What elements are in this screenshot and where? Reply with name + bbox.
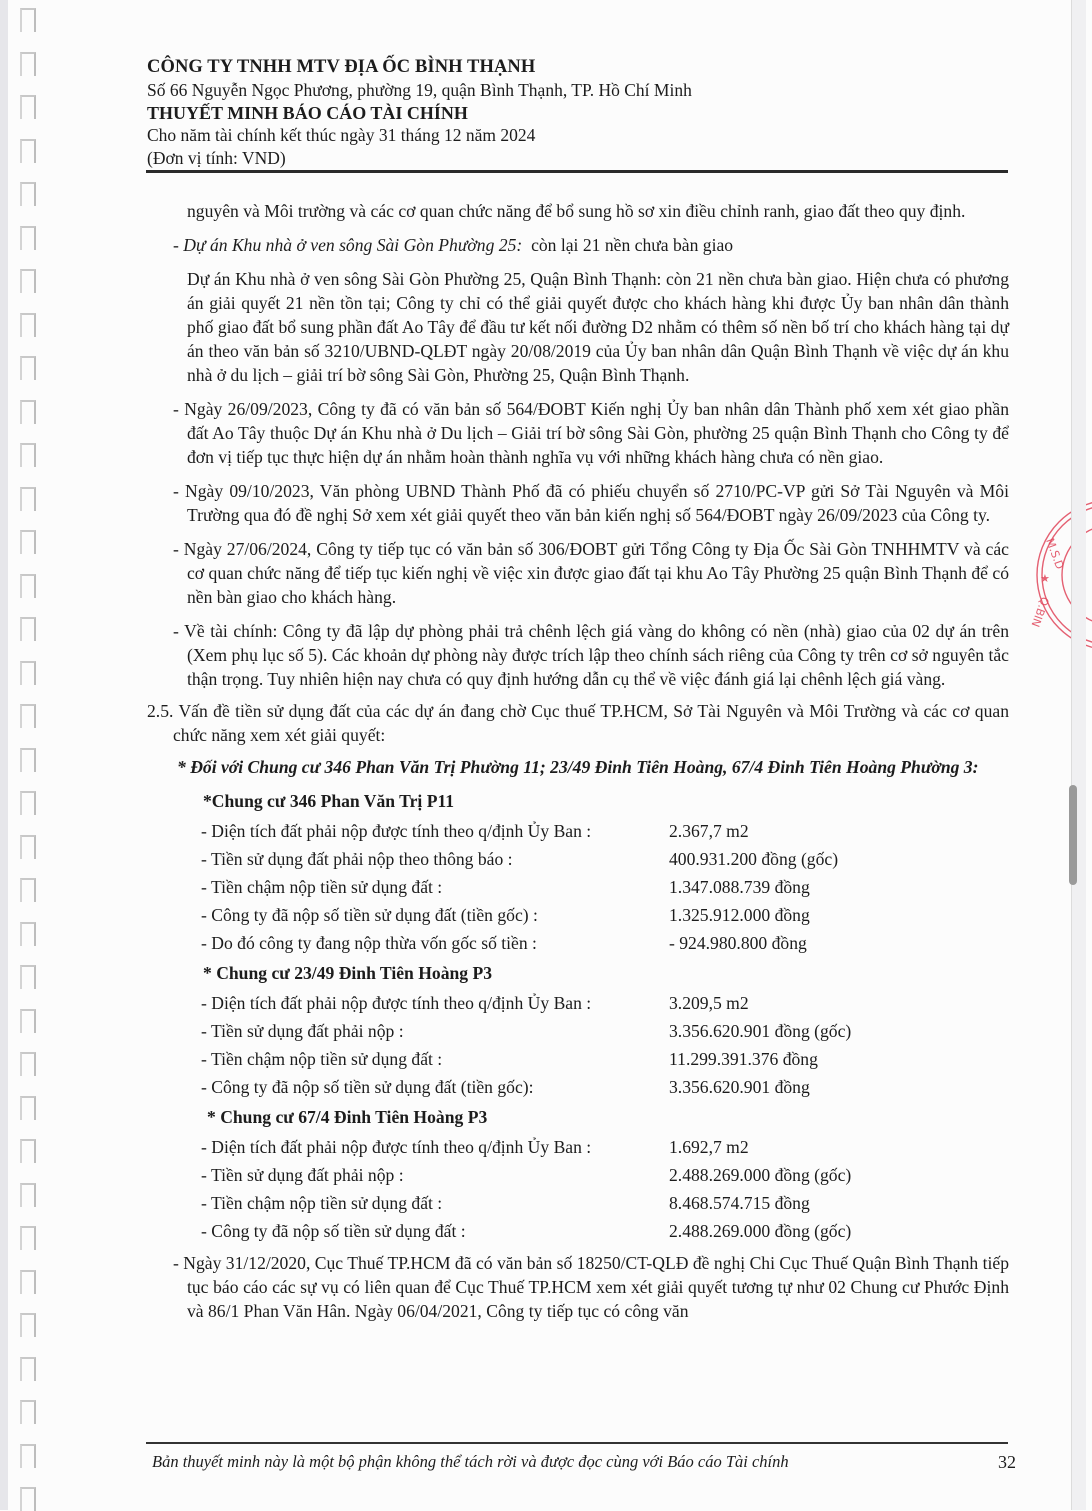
section-2-5-heading: 2.5. Vấn đề tiền sử dụng đất của các dự án đang chờ Cục thuế TP.HCM, Sở Tài Nguyên và Môi Trường và các cơ quan chức năng xem xét giải quyết: xyxy=(147,701,1009,745)
row-label: - Diện tích đất phải nộp được tính theo q/định Ủy Ban : xyxy=(201,993,592,1013)
svg-text:Q.BIN: Q.BIN xyxy=(1028,594,1052,629)
page-number: 32 xyxy=(998,1452,1016,1472)
footer-divider xyxy=(146,1442,1008,1444)
bullet-item: - Về tài chính: Công ty đã lập dự phòng phải trả chênh lệch giá vàng do không có nền (nhà) giao của 02 dự án trên (Xem phụ lục số 5). Các khoản dự phòng này được trích lập theo chính sách riêng của Công ty trên cơ sở nguyên tắc thận trọng. Tuy nhiên hiện nay chưa có quy định hướng dẫn cụ thể về việc đánh giá lại chênh lệch giá vàng. xyxy=(173,621,1009,689)
data-row xyxy=(147,1189,1009,1217)
bullet-item: - Ngày 27/06/2024, Công ty tiếp tục có văn bản số 306/ĐOBT gửi Tổng Công ty Địa Ốc Sài Gòn TNHHMTV và các cơ quan chức năng để tiếp tục kiến nghị về việc xin được giao đất tại khu Ao Tây Phường 25 quận Bình Thạnh để có nền bàn giao cho khách hàng. xyxy=(173,539,1009,607)
project-block xyxy=(147,1105,1009,1245)
row-value: 1.692,7 m2 xyxy=(669,1137,749,1157)
vertical-scrollbar[interactable] xyxy=(1069,785,1077,885)
company-name: CÔNG TY TNHH MTV ĐỊA ỐC BÌNH THẠNH xyxy=(147,57,536,77)
svg-text:★: ★ xyxy=(1040,572,1050,585)
bullet-item: - Ngày 09/10/2023, Văn phòng UBND Thành Phố đã có phiếu chuyển số 2710/PC-VP gửi Sở Tài Nguyên và Môi Trường qua đó đề nghị Sở xem xét giải quyết theo văn bản kiến nghị số 564/ĐOBT ngày 26/09/2023 của Công ty. xyxy=(173,481,1009,525)
data-row xyxy=(147,1217,1009,1245)
bullet-item: - Ngày 26/09/2023, Công ty đã có văn bản số 564/ĐOBT Kiến nghị Ủy ban nhân dân Thành phố xem xét giao phần đất Ao Tây thuộc Dự án Khu nhà ở Du lịch – Giải trí bờ sông Sài Gòn, phường 25 quận Bình Thạnh cho Công ty để đơn vị tiếp tục thực hiện dự án nhằm hoàn thành nghĩa vụ với những khách hàng chưa có nền giao. xyxy=(173,399,1009,467)
row-label: - Diện tích đất phải nộp được tính theo q/định Ủy Ban : xyxy=(201,821,592,841)
data-row xyxy=(147,901,1009,929)
footer-note: Bản thuyết minh này là một bộ phận không thể tách rời và được đọc cùng với Báo cáo Tài chính xyxy=(152,1452,789,1471)
row-value: 3.209,5 m2 xyxy=(669,993,749,1013)
sub-heading: * Đối với Chung cư 346 Phan Văn Trị Phường 11; 23/49 Đinh Tiên Hoàng, 67/4 Đinh Tiên Hoàng Phường 3: xyxy=(177,757,979,777)
row-label: - Tiền sử dụng đất phải nộp : xyxy=(201,1165,404,1185)
project-title: * Chung cư 67/4 Đinh Tiên Hoàng P3 xyxy=(207,1107,488,1127)
row-value: 8.468.574.715 đồng xyxy=(669,1193,810,1213)
row-value: 2.488.269.000 đồng (gốc) xyxy=(669,1221,852,1241)
row-label: - Công ty đã nộp số tiền sử dụng đất (tiền gốc) : xyxy=(201,905,538,925)
row-value: 3.356.620.901 đồng (gốc) xyxy=(669,1021,852,1041)
data-row xyxy=(147,1073,1009,1101)
viewer-right-edge xyxy=(1071,0,1086,1510)
row-label: - Tiền chậm nộp tiền sử dụng đất : xyxy=(201,1049,443,1069)
project-heading-italic: - Dự án Khu nhà ở ven sông Sài Gòn Phường 25: xyxy=(173,235,523,255)
document-body xyxy=(147,199,1009,1323)
data-row xyxy=(147,929,1009,957)
project-title: * Chung cư 23/49 Đinh Tiên Hoàng P3 xyxy=(203,963,493,983)
currency-unit: (Đơn vị tính: VND) xyxy=(147,148,286,168)
row-value: 2.488.269.000 đồng (gốc) xyxy=(669,1165,852,1185)
data-row xyxy=(147,1017,1009,1045)
row-label: - Do đó công ty đang nộp thừa vốn gốc số tiền : xyxy=(201,933,537,953)
row-value: 2.367,7 m2 xyxy=(669,821,749,841)
report-title: THUYẾT MINH BÁO CÁO TÀI CHÍNH xyxy=(147,103,468,123)
row-label: - Tiền chậm nộp tiền sử dụng đất : xyxy=(201,1193,443,1213)
company-address: Số 66 Nguyễn Ngọc Phương, phường 19, quận Bình Thạnh, TP. Hồ Chí Minh xyxy=(147,80,692,100)
report-period: Cho năm tài chính kết thúc ngày 31 tháng 12 năm 2024 xyxy=(147,125,536,145)
project-heading xyxy=(147,233,1009,257)
data-row xyxy=(147,989,1009,1017)
data-row xyxy=(147,1045,1009,1073)
data-row xyxy=(147,873,1009,901)
row-label: - Tiền chậm nộp tiền sử dụng đất : xyxy=(201,877,443,897)
data-row xyxy=(147,845,1009,873)
row-label: - Tiền sử dụng đất phải nộp theo thông báo : xyxy=(201,849,513,869)
row-value: 1.325.912.000 đồng xyxy=(669,905,810,925)
row-label: - Công ty đã nộp số tiền sử dụng đất (tiền gốc): xyxy=(201,1077,534,1097)
project-block xyxy=(147,961,1009,1101)
row-value: 1.347.088.739 đồng xyxy=(669,877,810,897)
header-divider xyxy=(146,170,1008,173)
data-row xyxy=(147,1133,1009,1161)
row-label: - Công ty đã nộp số tiền sử dụng đất : xyxy=(201,1221,466,1241)
project-heading-rest: còn lại 21 nền chưa bàn giao xyxy=(531,235,734,255)
page-footer xyxy=(152,1452,1016,1473)
row-label: - Tiền sử dụng đất phải nộp : xyxy=(201,1021,404,1041)
row-value: 400.931.200 đồng (gốc) xyxy=(669,849,839,869)
bullet-item-last: - Ngày 31/12/2020, Cục Thuế TP.HCM đã có văn bản số 18250/CT-QLĐ đề nghị Chi Cục Thuế Quận Bình Thạnh tiếp tục báo cáo các sự vụ có liên quan để Cục Thuế TP.HCM xem xét giải quyết tương tự như 02 Chung cư Phước Định và 86/1 Phan Văn Hân. Ngày 06/04/2021, Công ty tiếp tục có công văn xyxy=(173,1253,1009,1321)
project-block xyxy=(147,789,1009,957)
document-header xyxy=(147,55,1027,170)
data-row xyxy=(147,817,1009,845)
svg-text:M.S.D: M.S.D xyxy=(1043,536,1067,572)
continuation-paragraph: nguyên và Môi trường và các cơ quan chức năng để bổ sung hồ sơ xin điều chỉnh ranh, giao đất theo quy định. xyxy=(187,201,966,221)
row-value: 11.299.391.376 đồng xyxy=(669,1049,818,1069)
data-row xyxy=(147,1161,1009,1189)
row-label: - Diện tích đất phải nộp được tính theo q/định Ủy Ban : xyxy=(201,1137,592,1157)
project-paragraph: Dự án Khu nhà ở ven sông Sài Gòn Phường 25, Quận Bình Thạnh: còn 21 nền chưa bàn giao. Hiện chưa có phương án giải quyết 21 nền tồn tại; Công ty chỉ có thể giải quyết được cho khách hàng khi được Ủy ban nhân dân thành phố giao đất bổ sung phần đất Ao Tây để đầu tư kết nối đường D2 nhằm có thêm số nền bố trí cho khách hàng tại dự án theo văn bản số 3210/UBND-QLĐT ngày 20/08/2019 của Ủy ban nhân dân Quận Bình Thạnh về việc dự án khu nhà ở du lịch – giải trí bờ sông Sài Gòn, Phường 25, Quận Bình Thạnh. xyxy=(187,269,1009,385)
row-value: 3.356.620.901 đồng xyxy=(669,1077,810,1097)
row-value: - 924.980.800 đồng xyxy=(669,933,807,953)
project-title: *Chung cư 346 Phan Văn Trị P11 xyxy=(203,791,455,811)
